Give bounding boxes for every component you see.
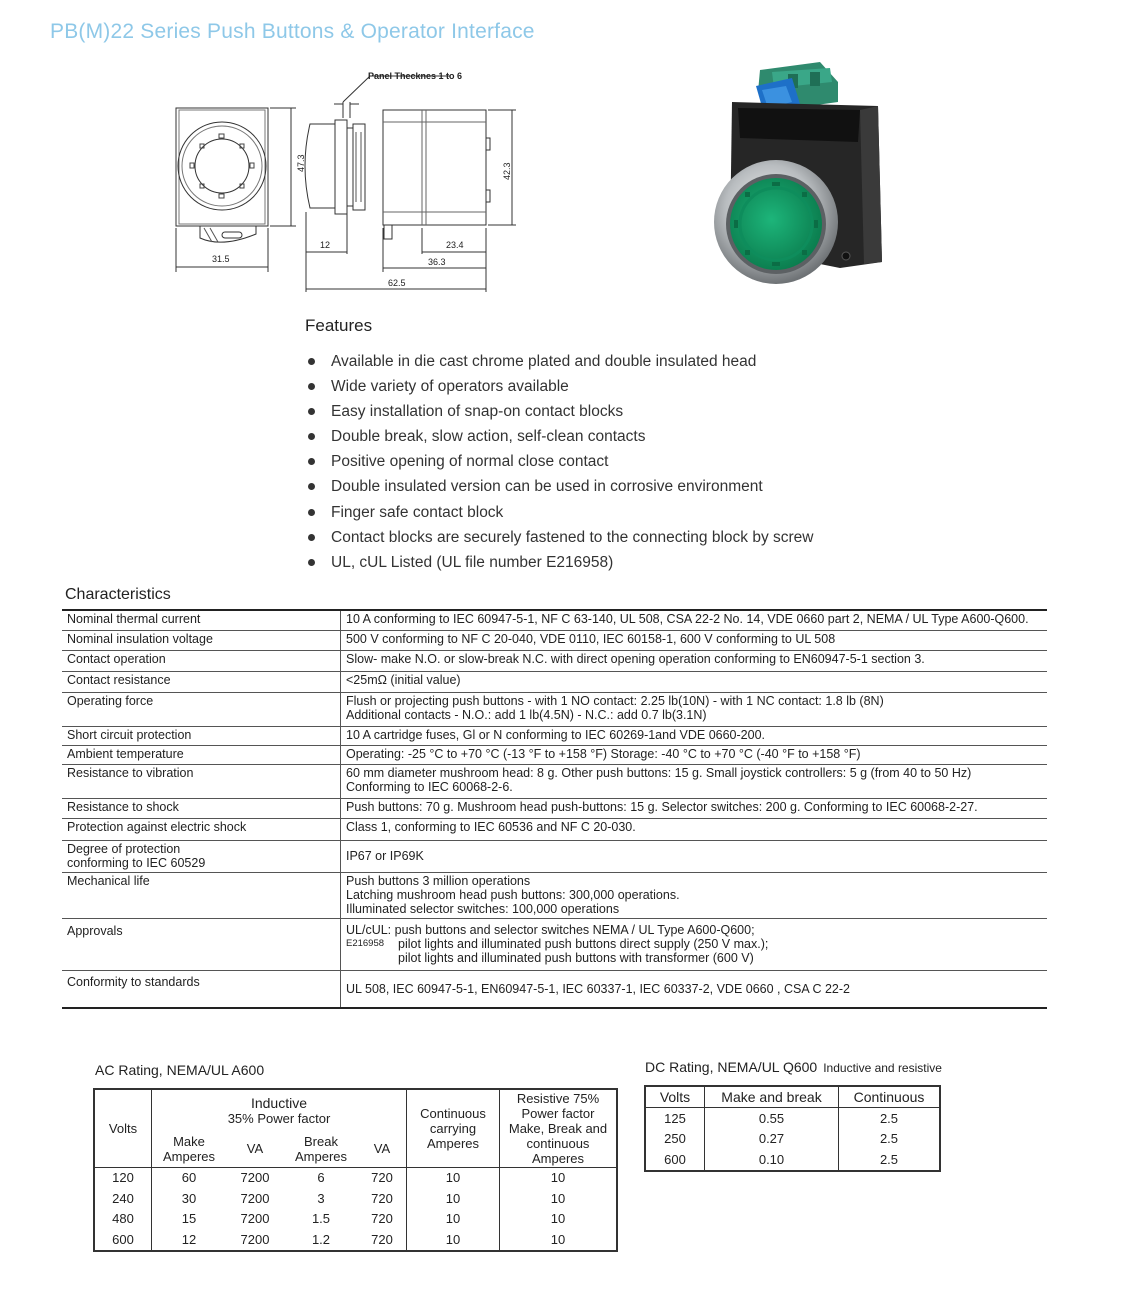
header-va: VA [358, 1131, 407, 1167]
row-label: Resistance to shock [62, 798, 341, 818]
features-list [305, 349, 813, 575]
table-row [62, 840, 1047, 872]
bullet-icon [308, 559, 315, 566]
dim-overall-length: 62.5 [388, 278, 406, 288]
feature-item: Double break, slow action, self-clean contacts [305, 424, 813, 449]
row-value: Push buttons: 70 g. Mushroom head push-buttons: 15 g. Selector switches: 200 g. Conforming to IEC 60068-2-27. [341, 798, 1048, 818]
row-label: Protection against electric shock [62, 818, 341, 840]
dim-head-length: 12 [320, 240, 331, 250]
page-title: PB(M)22 Series Push Buttons & Operator Interface [50, 20, 535, 43]
feature-item: Finger safe contact block [305, 500, 813, 525]
table-row: 600 12 7200 1.2 720 10 10 [94, 1229, 617, 1251]
table-row [62, 610, 1047, 630]
dc-rating-table [644, 1085, 941, 1172]
row-label: Short circuit protection [62, 726, 341, 745]
row-label: Approvals [62, 918, 341, 970]
dim-width-front: 31.5 [212, 254, 230, 264]
feature-item: Easy installation of snap-on contact blocks [305, 399, 813, 424]
file-number: E216958 [346, 937, 385, 949]
table-row [62, 818, 1047, 840]
table-row [62, 650, 1047, 671]
product-photo [660, 52, 900, 292]
table-row: 240 30 7200 3 720 10 10 [94, 1188, 617, 1209]
row-label: Nominal thermal current [62, 610, 341, 630]
bullet-icon [308, 509, 315, 516]
dc-rating-heading: DC Rating, NEMA/UL Q600 Inductive and resistive [645, 1059, 942, 1075]
table-row: 600 0.10 2.5 [645, 1149, 940, 1171]
row-value: IP67 or IP69K [341, 840, 1048, 872]
row-label: Contact resistance [62, 671, 341, 692]
table-row [62, 918, 1047, 970]
row-label: Nominal insulation voltage [62, 630, 341, 650]
header-inductive: Inductive 35% Power factor [152, 1089, 407, 1131]
row-label: Contact operation [62, 650, 341, 671]
feature-item: UL, cUL Listed (UL file number E216958) [305, 550, 813, 575]
row-label: Operating force [62, 692, 341, 726]
table-row [62, 872, 1047, 918]
bullet-icon [308, 358, 315, 365]
dim-height-front: 47.3 [296, 154, 306, 172]
row-label: Resistance to vibration [62, 764, 341, 798]
header-continuous: Continuous carrying Amperes [407, 1089, 500, 1167]
table-row: 480 15 7200 1.5 720 10 10 [94, 1209, 617, 1230]
ac-rating-heading: AC Rating, NEMA/UL A600 [95, 1062, 265, 1078]
dim-body-depth: 23.4 [446, 240, 464, 250]
header-make: Make Amperes [152, 1131, 227, 1167]
characteristics-heading: Characteristics [65, 586, 171, 603]
row-value: Push buttons 3 million operations Latching mushroom head push buttons: 300,000 operations. Illuminated selector switches: 100,000 operations [341, 872, 1048, 918]
dimension-drawing [160, 62, 520, 302]
table-row [62, 692, 1047, 726]
row-label: Mechanical life [62, 872, 341, 918]
header-resistive: Resistive 75% Power factor Make, Break and continuous Amperes [500, 1089, 618, 1167]
characteristics-table [62, 609, 1047, 1009]
table-row [62, 726, 1047, 745]
row-value: Flush or projecting push buttons - with 1 NO contact: 2.25 lb(10N) - with 1 NC contact: 1.8 lb (8N) Additional contacts - N.O.: add 1 lb(4.5N) - N.C.: add 0.7 lb(3.1N) [341, 692, 1048, 726]
table-row [62, 798, 1047, 818]
row-label: Degree of protection conforming to IEC 60529 [62, 840, 341, 872]
table-row [62, 745, 1047, 764]
header-va: VA [226, 1131, 284, 1167]
table-row [62, 630, 1047, 650]
dim-height-side: 42.3 [502, 162, 512, 180]
bullet-icon [308, 483, 315, 490]
header-break: Break Amperes [284, 1131, 358, 1167]
row-label: Conformity to standards [62, 970, 341, 1008]
table-row [62, 764, 1047, 798]
bullet-icon [308, 408, 315, 415]
bullet-icon [308, 458, 315, 465]
row-value: Slow- make N.O. or slow-break N.C. with direct opening operation conforming to EN60947-5-1 section 3. [341, 650, 1048, 671]
table-row: 250 0.27 2.5 [645, 1129, 940, 1150]
table-header-row: Volts Make and break Continuous [645, 1086, 940, 1108]
feature-item: Wide variety of operators available [305, 374, 813, 399]
row-value: Operating: -25 °C to +70 °C (-13 °F to +158 °F) Storage: -40 °C to +70 °C (-40 °F to +158 °F) [341, 745, 1048, 764]
row-value: UL/cUL: push buttons and selector switches NEMA / UL Type A600-Q600; E216958 pilot lights and illuminated push buttons direct supply (250 V max.); pilot lights and illuminated push buttons with transformer (600 V) [341, 918, 1048, 970]
ac-rating-table [93, 1088, 618, 1252]
dimension-drawing-svg [160, 62, 520, 302]
row-value: Class 1, conforming to IEC 60536 and NF C 20-030. [341, 818, 1048, 840]
features-heading: Features [305, 316, 373, 335]
row-value: 10 A conforming to IEC 60947-5-1, NF C 63-140, UL 508, CSA 22-2 No. 14, VDE 0660 part 2, NEMA / UL Type A600-Q600. [341, 610, 1048, 630]
feature-item: Available in die cast chrome plated and double insulated head [305, 349, 813, 374]
dim-body-total: 36.3 [428, 257, 446, 267]
bullet-icon [308, 534, 315, 541]
row-label: Ambient temperature [62, 745, 341, 764]
table-row [62, 970, 1047, 1008]
feature-item: Positive opening of normal close contact [305, 449, 813, 474]
table-row: 125 0.55 2.5 [645, 1108, 940, 1129]
row-value: 500 V conforming to NF C 20-040, VDE 0110, IEC 60158-1, 600 V conforming to UL 508 [341, 630, 1048, 650]
row-value: <25mΩ (initial value) [341, 671, 1048, 692]
table-row: 120 60 7200 6 720 10 10 [94, 1167, 617, 1188]
feature-item: Contact blocks are securely fastened to the connecting block by screw [305, 525, 813, 550]
bullet-icon [308, 433, 315, 440]
row-value: UL 508, IEC 60947-5-1, EN60947-5-1, IEC 60337-1, IEC 60337-2, VDE 0660 , CSA C 22-2 [341, 970, 1048, 1008]
feature-item: Double insulated version can be used in corrosive environment [305, 474, 813, 499]
row-value: 60 mm diameter mushroom head: 8 g. Other push buttons: 15 g. Small joystick controllers: 5 g (from 40 to 50 Hz) Conforming to IEC 60068-2-6. [341, 764, 1048, 798]
header-volts: Volts [94, 1089, 152, 1167]
table-header-row [94, 1089, 617, 1131]
bullet-icon [308, 383, 315, 390]
row-value: 10 A cartridge fuses, Gl or N conforming to IEC 60269-1and VDE 0660-200. [341, 726, 1048, 745]
table-row [62, 671, 1047, 692]
panel-thickness-label: Panel Thecknes 1 to 6 [368, 71, 463, 81]
